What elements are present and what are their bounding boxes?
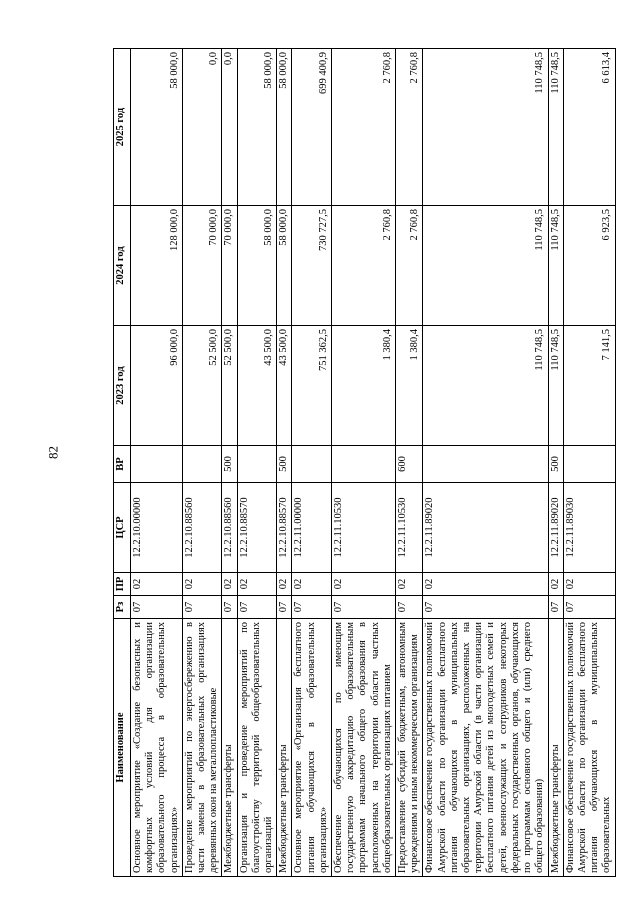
table-row (423, 49, 548, 877)
row-2025: 2 760,8 (332, 49, 396, 206)
row-name: Основное мероприятие «Создание безопасных и комфортных условий для организации образовательного процесса в образовательных организациях» (131, 619, 183, 877)
row-vr (182, 446, 222, 483)
row-rz: 07 (396, 596, 423, 619)
row-csr: 12.2.10.00000 (131, 483, 183, 573)
table-row (563, 49, 615, 877)
row-2025: 58 000,0 (237, 49, 277, 206)
row-rz: 07 (222, 596, 237, 619)
row-2024: 58 000,0 (237, 206, 277, 326)
row-2024: 58 000,0 (277, 206, 292, 326)
row-2023: 7 141,5 (563, 326, 615, 446)
row-csr: 12.2.11.89020 (423, 483, 548, 573)
header-rz: Рз (114, 596, 131, 619)
row-vr (423, 446, 548, 483)
row-pr: 02 (396, 573, 423, 596)
page-number: 82 (45, 446, 61, 459)
header-csr: ЦСР (114, 483, 131, 573)
row-pr: 02 (548, 573, 563, 596)
row-2023: 1 380,4 (332, 326, 396, 446)
row-csr: 12.2.10.88560 (222, 483, 237, 573)
row-pr: 02 (332, 573, 396, 596)
table-row (237, 49, 277, 877)
row-2025: 0,0 (182, 49, 222, 206)
row-rz: 07 (423, 596, 548, 619)
row-2024: 110 748,5 (423, 206, 548, 326)
row-2025: 2 760,8 (396, 49, 423, 206)
row-csr: 12.2.10.88560 (182, 483, 222, 573)
row-pr: 02 (277, 573, 292, 596)
row-csr: 12.2.10.88570 (237, 483, 277, 573)
row-name: Организация и проведение мероприятий по благоустройству территорий общеобразовательных организаций (237, 619, 277, 877)
row-2023: 52 500,0 (222, 326, 237, 446)
row-2023: 43 500,0 (277, 326, 292, 446)
row-csr: 12.2.11.89020 (548, 483, 563, 573)
table-row (131, 49, 183, 877)
row-vr (131, 446, 183, 483)
row-pr: 02 (222, 573, 237, 596)
table-row (292, 49, 332, 877)
row-rz: 07 (277, 596, 292, 619)
table-row (182, 49, 222, 877)
row-2025: 58 000,0 (131, 49, 183, 206)
row-csr: 12.2.10.88570 (277, 483, 292, 573)
row-2025: 6 613,4 (563, 49, 615, 206)
row-2023: 52 500,0 (182, 326, 222, 446)
row-2024: 730 727,5 (292, 206, 332, 326)
row-2025: 0,0 (222, 49, 237, 206)
row-pr: 02 (423, 573, 548, 596)
budget-table (113, 48, 616, 877)
row-pr: 02 (563, 573, 615, 596)
row-vr (563, 446, 615, 483)
row-2024: 2 760,8 (332, 206, 396, 326)
header-2025: 2025 год (114, 49, 131, 206)
table-row (222, 49, 237, 877)
row-2023: 43 500,0 (237, 326, 277, 446)
table-row (396, 49, 423, 877)
row-vr: 500 (277, 446, 292, 483)
row-pr: 02 (131, 573, 183, 596)
table-row (332, 49, 396, 877)
row-2024: 128 000,0 (131, 206, 183, 326)
row-rz: 07 (332, 596, 396, 619)
row-vr (237, 446, 277, 483)
row-rz: 07 (237, 596, 277, 619)
row-name: Основное мероприятие «Организация бесплатного питания обучающихся в образовательных организациях» (292, 619, 332, 877)
header-2023: 2023 год (114, 326, 131, 446)
row-2023: 110 748,5 (548, 326, 563, 446)
header-name: Наименование (114, 619, 131, 877)
row-2025: 110 748,5 (548, 49, 563, 206)
row-vr (292, 446, 332, 483)
row-rz: 07 (548, 596, 563, 619)
row-csr: 12.2.11.10530 (396, 483, 423, 573)
row-csr: 12.2.11.00000 (292, 483, 332, 573)
row-name: Обеспечение обучающихся по имеющим государственную аккредитацию образовательным программам начального общего образования в расположенных на территории области частных общеобразовательных организациях питанием (332, 619, 396, 877)
row-2023: 751 362,5 (292, 326, 332, 446)
row-vr: 500 (548, 446, 563, 483)
row-name: Финансовое обеспечение государственных полномочий Амурской области по организации бесплатного питания обучающихся в муниципальных образовательных (563, 619, 615, 877)
row-rz: 07 (131, 596, 183, 619)
row-rz: 07 (182, 596, 222, 619)
table-header-row (114, 49, 131, 877)
row-name: Межбюджетные трансферты (277, 619, 292, 877)
row-2023: 1 380,4 (396, 326, 423, 446)
row-2025: 58 000,0 (277, 49, 292, 206)
row-pr: 02 (292, 573, 332, 596)
row-2023: 110 748,5 (423, 326, 548, 446)
row-2024: 110 748,5 (548, 206, 563, 326)
row-pr: 02 (237, 573, 277, 596)
row-rz: 07 (292, 596, 332, 619)
table-row (277, 49, 292, 877)
row-vr (332, 446, 396, 483)
row-2024: 6 923,5 (563, 206, 615, 326)
row-csr: 12.2.11.89030 (563, 483, 615, 573)
row-vr: 600 (396, 446, 423, 483)
row-pr: 02 (182, 573, 222, 596)
row-name: Финансовое обеспечение государственных полномочий Амурской области по организации бесплатного питания обучающихся в муниципальных образовательных организациях, расположенных на территории Амурской области (в части организации бесплатного питания детей из многодетных семей и детей, военнослужащих и сотрудников некоторых федеральных государственных органов, обучающихся по программам основного общего и (или) среднего общего образования) (423, 619, 548, 877)
row-csr: 12.2.11.10530 (332, 483, 396, 573)
row-name: Проведение мероприятий по энергосбережению в части замены в образовательных организациях деревянных окон на металлопластиковые (182, 619, 222, 877)
row-2023: 96 000,0 (131, 326, 183, 446)
row-2025: 110 748,5 (423, 49, 548, 206)
row-2024: 70 000,0 (222, 206, 237, 326)
row-name: Предоставление субсидий бюджетным, автономным учреждениям и иным некоммерческим организациям (396, 619, 423, 877)
row-2024: 70 000,0 (182, 206, 222, 326)
row-2025: 699 400,9 (292, 49, 332, 206)
header-vr: ВР (114, 446, 131, 483)
row-2024: 2 760,8 (396, 206, 423, 326)
header-pr: ПР (114, 573, 131, 596)
row-rz: 07 (563, 596, 615, 619)
row-vr: 500 (222, 446, 237, 483)
table-row (548, 49, 563, 877)
budget-table-sheet (113, 49, 613, 877)
row-name: Межбюджетные трансферты (548, 619, 563, 877)
header-2024: 2024 год (114, 206, 131, 326)
row-name: Межбюджетные трансферты (222, 619, 237, 877)
